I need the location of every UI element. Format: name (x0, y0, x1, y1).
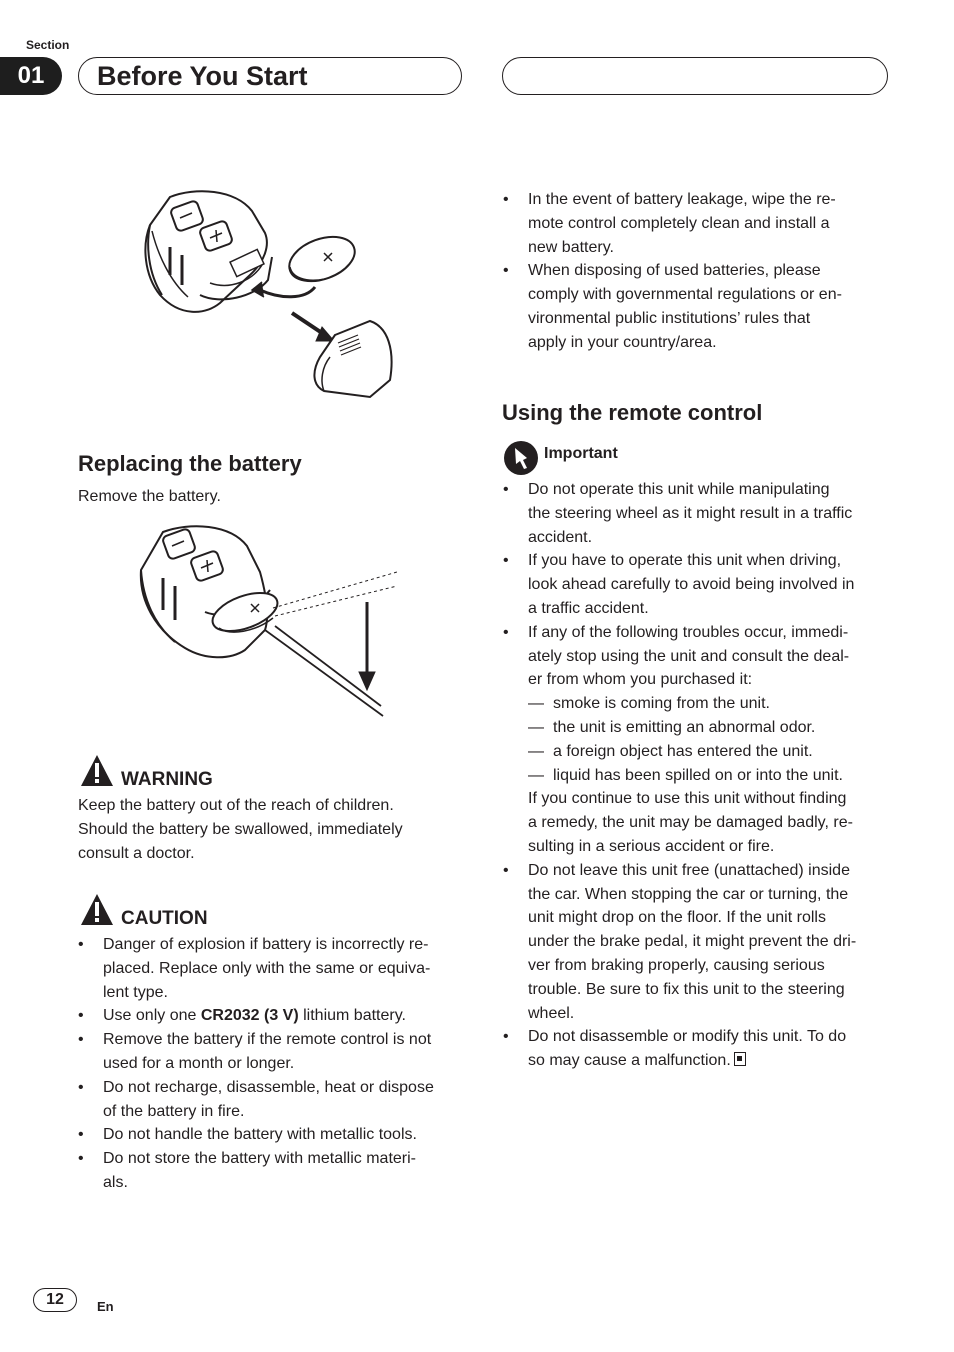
important-icon (503, 440, 539, 476)
list-item: • Do not store the battery with metallic materi- als. (77, 1147, 477, 1195)
trouble-item: — liquid has been spilled on or into the unit. (528, 764, 902, 788)
page-number: 12 (33, 1288, 77, 1312)
warning-line: consult a doctor. (78, 844, 195, 862)
trouble-item: — the unit is emitting an abnormal odor. (528, 716, 902, 740)
list-item: • Do not operate this unit while manipulating the steering wheel as it might result in a traffic accident. (502, 478, 902, 549)
list-item: • If you have to operate this unit when driving, look ahead carefully to avoid being involved in a traffic accident. (502, 549, 902, 620)
remote-battery-cover-illustration (140, 185, 400, 403)
section-label: Section (26, 38, 70, 52)
caution-list (77, 933, 477, 1195)
replacing-text: Remove the battery. (78, 488, 221, 505)
caution-triangle-icon (80, 893, 114, 927)
list-item: • Use only one CR2032 (3 V) lithium battery. (77, 1004, 477, 1028)
list-item: • In the event of battery leakage, wipe the re- mote control completely clean and install a new battery. (502, 188, 902, 259)
list-item: • Do not recharge, disassemble, heat or dispose of the battery in fire. (77, 1076, 477, 1124)
list-item: • When disposing of used batteries, please comply with governmental regulations or en- vironmental public institutions’ rules that apply in your country/area. (502, 259, 902, 354)
list-item: • Do not disassemble or modify this unit. To do so may cause a malfunction. (502, 1025, 902, 1073)
list-item: • Danger of explosion if battery is incorrectly re- placed. Replace only with the same or equiva- lent type. (77, 933, 477, 1004)
battery-disposal-list (502, 188, 902, 355)
battery-model: CR2032 (3 V) (200, 1007, 299, 1025)
page-title: Before You Start (97, 61, 308, 91)
header-empty-frame (502, 57, 888, 95)
list-item: • Do not leave this unit free (unattached) inside the car. When stopping the car or turning, the unit might drop on the floor. If the unit rolls under the brake pedal, it might prevent the dri- ver from braking properly, causing serious trouble. Be sure to fix this unit to the steering wheel. (502, 859, 902, 1026)
warning-triangle-icon (80, 754, 114, 788)
warning-line: Keep the battery out of the reach of children. (78, 797, 394, 814)
language-code: En (97, 1299, 114, 1314)
remove-battery-illustration (135, 520, 400, 720)
using-remote-heading: Using the remote control (502, 400, 763, 425)
end-of-section-icon (734, 1052, 746, 1066)
list-item: • If any of the following troubles occur, immedi- ately stop using the unit and consult the deal- er from whom you purchased it: — smoke is coming from the unit. — the unit is emitting an abnormal odor. — a foreign object has entered the unit. — liquid has been spilled on or into the unit. If you continue to use this unit without finding a remedy, the unit may be damaged badly, re- sulting in a serious accident or fire. (502, 621, 902, 859)
caution-label: CAUTION (121, 908, 208, 929)
replacing-heading: Replacing the battery (78, 451, 302, 476)
trouble-item: — smoke is coming from the unit. (528, 692, 902, 716)
trouble-item: — a foreign object has entered the unit. (528, 740, 902, 764)
list-item: • Remove the battery if the remote control is not used for a month or longer. (77, 1028, 477, 1076)
section-number-badge: 01 (0, 57, 62, 95)
warning-label: WARNING (121, 769, 213, 790)
warning-text (78, 794, 403, 865)
list-item: • Do not handle the battery with metallic tools. (77, 1123, 477, 1147)
important-list (502, 478, 902, 1073)
important-label: Important (544, 445, 618, 462)
warning-line: Should the battery be swallowed, immediately (78, 820, 403, 838)
